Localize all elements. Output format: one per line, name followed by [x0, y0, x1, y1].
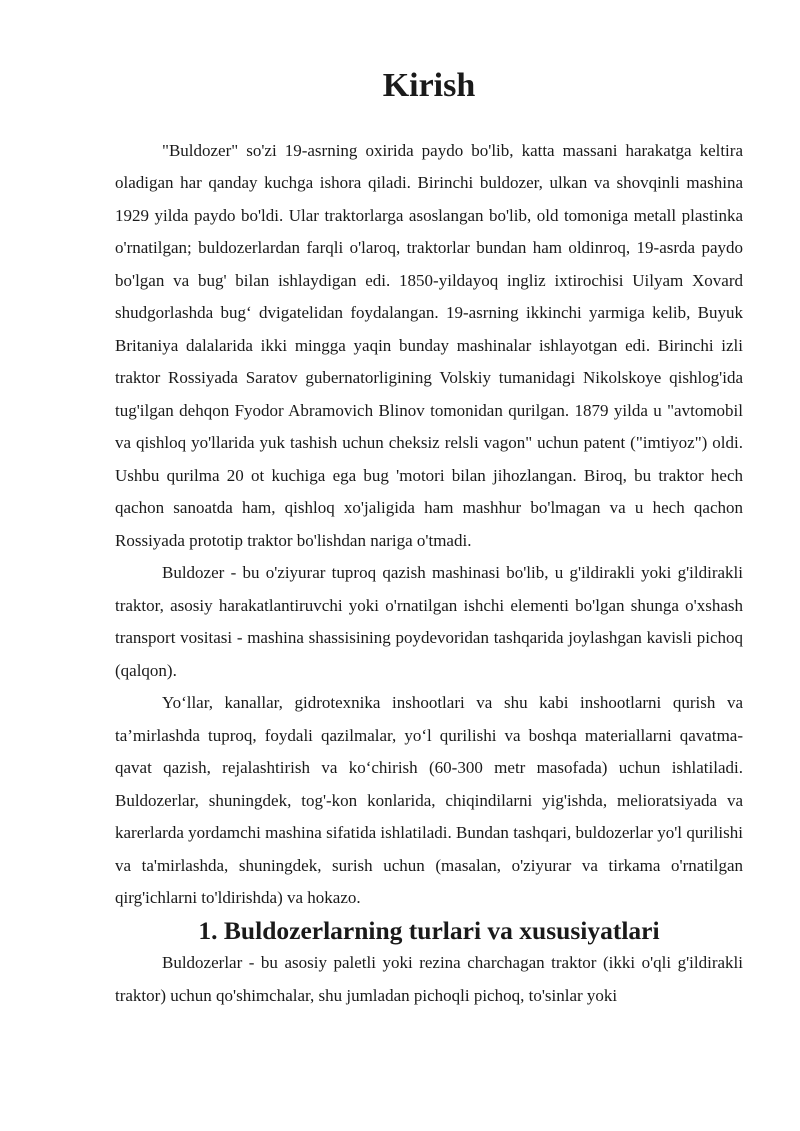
- intro-paragraph-2: Buldozer - bu o'ziyurar tuproq qazish mashinasi bo'lib, u g'ildirakli yoki g'ildirakli traktor, asosiy harakatlantiruvchi yoki o'rnatilgan ishchi elementi bo'lgan shunga o'xshash transport vositasi - mashina shassisining poydevoridan tashqarida joylashgan kavisli pichoq (qalqon).: [115, 563, 743, 680]
- document-page: [115, 67, 743, 1012]
- section-1-heading: 1. Buldozerlarning turlari va xususiyatlari: [198, 915, 660, 945]
- intro-paragraph-1: "Buldozer" so'zi 19-asrning oxirida paydo bo'lib, katta massani harakatga keltira oladigan har qanday kuchga ishora qiladi. Birinchi buldozer, ulkan va shovqinli mashina 1929 yilda paydo bo'ldi. Ular traktorlarga asoslangan bo'lib, old tomoniga metall plastinka o'rnatilgan; buldozerlardan farqli o'laroq, traktorlar bundan ham oldinroq, 19-asrda paydo bo'lgan va bug' bilan ishlaydigan edi. 1850-yildayoq ingliz ixtirochisi Uilyam Xovard shudgorlashda bug‘ dvigatelidan foydalangan. 19-asrning ikkinchi yarmiga kelib, Buyuk Britaniya dalalarida ikki mingga yaqin bunday mashinalar ishlayotgan edi. Birinchi izli traktor Rossiyada Saratov gubernatorligining Volskiy tumanidagi Nikolskoye qishlog'ida tug'ilgan dehqon Fyodor Abramovich Blinov tomonidan qurilgan. 1879 yilda u "avtomobil va qishloq yo'llarida yuk tashish uchun cheksiz relsli vagon" uchun patent ("imtiyoz") oldi. Ushbu qurilma 20 ot kuchiga ega bug 'motori bilan jihozlangan. Biroq, bu traktor hech qachon sanoatda ham, qishloq xo'jaligida ham mashhur bo'lmagan va u hech qachon Rossiyada prototip traktor bo'lishdan nariga o'tmadi.: [115, 140, 743, 550]
- intro-paragraph-3: Yo‘llar, kanallar, gidrotexnika inshootlari va shu kabi inshootlarni qurish va ta’mirlashda tuproq, foydali qazilmalar, yo‘l qurilishi va boshqa materiallarni qavatma-qavat qazish, rejalashtirish va ko‘chirish (60-300 metr masofada) uchun ishlatiladi. Buldozerlar, shuningdek, tog'-kon konlarida, chiqindilarni yig'ishda, melioratsiyada va karerlarda yordamchi mashina sifatida ishlatiladi. Bundan tashqari, buldozerlar yo'l qurilishi va ta'mirlashda, shuningdek, surish uchun (masalan, o'ziyurar va tirkama o'rnatilgan qirg'ichlarni to'ldirishda) va hokazo.: [115, 693, 743, 907]
- document-title: Kirish: [382, 67, 476, 104]
- section-1-paragraph: Buldozerlar - bu asosiy paletli yoki rezina charchagan traktor (ikki o'qli g'ildirakli traktor) uchun qo'shimchalar, shu jumladan pichoqli pichoq, to'sinlar yoki: [115, 953, 743, 1005]
